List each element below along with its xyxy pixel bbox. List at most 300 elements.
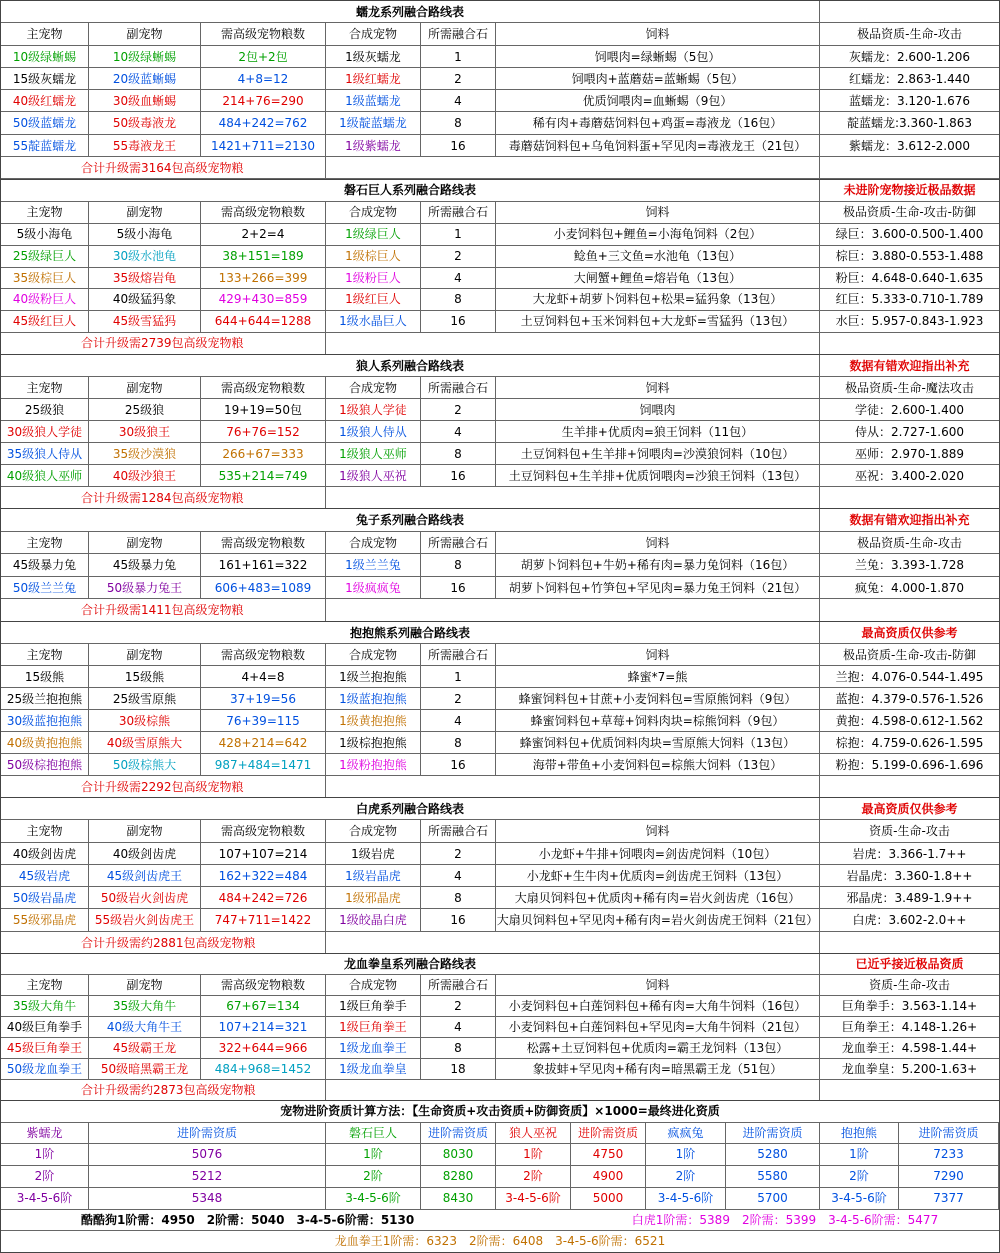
table-row [1, 843, 999, 865]
table-cell: 1级红巨人 [326, 289, 421, 311]
advancement-cell: 4750 [571, 1144, 646, 1166]
table-cell: 40级狼人巫师 [1, 465, 89, 487]
advancement-cell: 5700 [726, 1188, 820, 1210]
table-row [1, 577, 999, 600]
advancement-cell: 5348 [89, 1188, 326, 1210]
column-header: 饲料 [496, 644, 820, 666]
section-title-row [1, 355, 999, 377]
total-row [1, 599, 999, 622]
table-cell: 1级皎晶白虎 [326, 909, 421, 931]
table-cell: 黄抱：4.598-0.612-1.562 [820, 710, 999, 732]
advancement-row [1, 1144, 999, 1166]
table-cell: 1 [421, 224, 496, 246]
advancement-cell: 进阶需资质 [89, 1123, 326, 1145]
table-cell: 38+151=189 [201, 246, 326, 268]
table-cell: 1级灰蠕龙 [326, 46, 421, 68]
advancement-cell: 2阶 [1, 1166, 89, 1188]
table-cell: 214+76=290 [201, 90, 326, 112]
table-cell: 76+39=115 [201, 710, 326, 732]
table-cell: 蜂蜜饲料包+优质饲料肉块=雪原熊大饲料（13包） [496, 732, 820, 754]
column-header: 所需融合石 [421, 202, 496, 224]
total-text: 合计升级需约2881包高级宠物粮 [1, 932, 326, 954]
advancement-cell: 5580 [726, 1166, 820, 1188]
table-cell: 30级血蜥蜴 [89, 90, 201, 112]
table-cell: 40级大角牛王 [89, 1017, 201, 1038]
table-cell: 1级粉抱抱熊 [326, 754, 421, 776]
formula-row [1, 1101, 999, 1123]
table-cell: 1级岩晶虎 [326, 865, 421, 887]
section-note: 未进阶宠物接近极品数据 [820, 180, 999, 202]
table-cell: 1级棕抱抱熊 [326, 732, 421, 754]
column-header: 饲料 [496, 532, 820, 555]
advancement-cell: 4900 [571, 1166, 646, 1188]
section-title-row [1, 509, 999, 532]
section-note: 已近乎接近极品资质 [820, 954, 999, 975]
table-cell: 优质饲喂肉=血蜥蜴（9包） [496, 90, 820, 112]
table-cell: 37+19=56 [201, 688, 326, 710]
total-blank [326, 1080, 820, 1101]
table-cell: 胡萝卜饲料包+竹笋包+罕见肉=暴力兔王饲料（21包） [496, 577, 820, 600]
table-cell: 1级巨角拳手 [326, 996, 421, 1017]
table-cell: 40级沙狼王 [89, 465, 201, 487]
table-cell: 4+8=12 [201, 68, 326, 90]
table-cell: 35级沙漠狼 [89, 443, 201, 465]
advancement-cell: 2阶 [646, 1166, 726, 1188]
table-cell: 岩晶虎：3.360-1.8++ [820, 865, 999, 887]
advancement-cell: 紫蠕龙 [1, 1123, 89, 1145]
section-title-row [1, 1, 999, 23]
table-cell: 1421+711=2130 [201, 135, 326, 157]
column-header: 需高级宠物粮数 [201, 975, 326, 996]
table-cell: 4 [421, 268, 496, 290]
column-header: 所需融合石 [421, 820, 496, 842]
table-cell: 484+242=762 [201, 112, 326, 134]
table-cell: 2 [421, 996, 496, 1017]
section-0 [1, 1, 999, 179]
advancement-cell: 狼人巫祝 [496, 1123, 571, 1145]
advancement-cell: 进阶需资质 [899, 1123, 999, 1145]
table-cell: 稀有肉+毒蘑菇饲料包+鸡蛋=毒液龙（16包） [496, 112, 820, 134]
advancement-cell: 3-4-5-6阶 [820, 1188, 899, 1210]
table-cell: 大扇贝饲料包+优质肉+稀有肉=岩火剑齿虎（16包） [496, 887, 820, 909]
total-blank [326, 599, 820, 622]
table-cell: 55级邪晶虎 [1, 909, 89, 931]
advancement-cell: 进阶需资质 [726, 1123, 820, 1145]
table-cell: 小麦饲料包+白莲饲料包+罕见肉=大角牛饲料（21包） [496, 1017, 820, 1038]
table-cell: 35级棕巨人 [1, 268, 89, 290]
table-cell: 1级兰抱抱熊 [326, 666, 421, 688]
table-cell: 岩虎：3.366-1.7++ [820, 843, 999, 865]
table-cell: 50级暴力兔王 [89, 577, 201, 600]
table-cell: 67+67=134 [201, 996, 326, 1017]
table-row [1, 112, 999, 134]
table-cell: 50级暗黑霸王龙 [89, 1059, 201, 1080]
table-row [1, 732, 999, 754]
table-cell: 红蠕龙：2.863-1.440 [820, 68, 999, 90]
table-cell: 邪晶虎：3.489-1.9++ [820, 887, 999, 909]
table-cell: 428+214=642 [201, 732, 326, 754]
table-cell: 2 [421, 688, 496, 710]
advancement-cell: 1阶 [820, 1144, 899, 1166]
table-cell: 学徒：2.600-1.400 [820, 399, 999, 421]
table-cell: 1级粉巨人 [326, 268, 421, 290]
table-cell: 45级暴力兔 [1, 554, 89, 577]
table-row [1, 1017, 999, 1038]
column-header: 副宠物 [89, 532, 201, 555]
total-blank-right [820, 487, 999, 509]
table-cell: 322+644=966 [201, 1038, 326, 1059]
column-header: 主宠物 [1, 532, 89, 555]
advancement-cell: 3-4-5-6阶 [326, 1188, 421, 1210]
column-header-quality: 极品资质-生命-攻击-防御 [820, 202, 999, 224]
table-cell: 1级龙血拳王 [326, 1038, 421, 1059]
table-cell: 50级蓝蠕龙 [1, 112, 89, 134]
table-cell: 40级雪原熊大 [89, 732, 201, 754]
column-header: 副宠物 [89, 644, 201, 666]
advancement-cell: 5212 [89, 1166, 326, 1188]
table-row [1, 246, 999, 268]
table-cell: 巫祝：3.400-2.020 [820, 465, 999, 487]
white-tiger-text: 白虎1阶需：5389 2阶需：5399 3-4-5-6阶需：5477 [571, 1210, 999, 1232]
table-cell: 龙血拳王：4.598-1.44+ [820, 1038, 999, 1059]
table-cell: 40级红蠕龙 [1, 90, 89, 112]
total-blank-right [820, 599, 999, 622]
table-cell: 小龙虾+生牛肉+优质肉=剑齿虎王饲料（13包） [496, 865, 820, 887]
table-cell: 10级绿蜥蜴 [1, 46, 89, 68]
table-cell: 50级兰兰兔 [1, 577, 89, 600]
total-text: 合计升级需约2873包高级宠物粮 [1, 1080, 326, 1101]
table-cell: 蓝抱：4.379-0.576-1.526 [820, 688, 999, 710]
table-cell: 107+107=214 [201, 843, 326, 865]
table-cell: 大闸蟹+鲤鱼=熔岩龟（13包） [496, 268, 820, 290]
table-row [1, 68, 999, 90]
section-note [820, 1, 999, 23]
table-cell: 25级绿巨人 [1, 246, 89, 268]
table-cell: 8 [421, 443, 496, 465]
table-cell: 1级紫蠕龙 [326, 135, 421, 157]
table-cell: 1级疯疯兔 [326, 577, 421, 600]
section-title-row [1, 622, 999, 644]
column-header: 合成宠物 [326, 532, 421, 555]
formula-text: 宠物进阶资质计算方法：【生命资质+攻击资质+防御资质】×1000=最终进化资质 [1, 1101, 999, 1123]
table-cell: 绿巨：3.600-0.500-1.400 [820, 224, 999, 246]
table-cell: 1级狼人巫师 [326, 443, 421, 465]
advancement-cell: 疯疯兔 [646, 1123, 726, 1145]
advancement-cell: 进阶需资质 [571, 1123, 646, 1145]
column-header-quality: 极品资质-生命-攻击 [820, 532, 999, 555]
column-header: 副宠物 [89, 975, 201, 996]
section-4 [1, 621, 999, 798]
table-cell: 1级靛蓝蠕龙 [326, 112, 421, 134]
header-row [1, 532, 999, 555]
table-cell: 巨角拳王：4.148-1.26+ [820, 1017, 999, 1038]
total-text: 合计升级需2739包高级宠物粮 [1, 333, 326, 355]
column-header: 副宠物 [89, 23, 201, 45]
table-cell: 8 [421, 554, 496, 577]
advancement-cell: 2阶 [326, 1166, 421, 1188]
table-cell: 1级黄抱抱熊 [326, 710, 421, 732]
table-cell: 1级蓝抱抱熊 [326, 688, 421, 710]
table-row [1, 224, 999, 246]
total-blank-right [820, 776, 999, 798]
table-cell: 8 [421, 289, 496, 311]
column-header: 合成宠物 [326, 820, 421, 842]
advancement-row [1, 1123, 999, 1145]
section-note: 数据有错欢迎指出补充 [820, 355, 999, 377]
table-cell: 40级粉巨人 [1, 289, 89, 311]
table-cell: 4 [421, 1017, 496, 1038]
advancement-section [1, 1100, 999, 1253]
table-cell: 50级龙血拳王 [1, 1059, 89, 1080]
table-cell: 蜂蜜饲料包+甘蔗+小麦饲料包=雪原熊饲料（9包） [496, 688, 820, 710]
column-header: 需高级宠物粮数 [201, 532, 326, 555]
table-cell: 2 [421, 246, 496, 268]
table-cell: 40级猛犸象 [89, 289, 201, 311]
table-cell: 50级岩晶虎 [1, 887, 89, 909]
table-cell: 40级剑齿虎 [89, 843, 201, 865]
header-row [1, 975, 999, 996]
table-cell: 15级灰蠕龙 [1, 68, 89, 90]
table-cell: 1 [421, 46, 496, 68]
table-cell: 40级剑齿虎 [1, 843, 89, 865]
table-cell: 饲喂肉+蓝蘑菇=蓝蜥蜴（5包） [496, 68, 820, 90]
table-cell: 747+711=1422 [201, 909, 326, 931]
total-blank-right [820, 157, 999, 179]
table-cell: 16 [421, 577, 496, 600]
table-cell: 1级红蠕龙 [326, 68, 421, 90]
table-cell: 18 [421, 1059, 496, 1080]
table-cell: 16 [421, 135, 496, 157]
column-header: 饲料 [496, 975, 820, 996]
column-header: 饲料 [496, 377, 820, 399]
table-cell: 4+4=8 [201, 666, 326, 688]
table-cell: 生羊排+优质肉=狼王饲料（11包） [496, 421, 820, 443]
table-cell: 45级剑齿虎王 [89, 865, 201, 887]
extra-row [1, 1231, 999, 1253]
table-row [1, 90, 999, 112]
section-note: 最高资质仅供参考 [820, 798, 999, 820]
table-row [1, 909, 999, 931]
table-cell: 粉抱：5.199-0.696-1.696 [820, 754, 999, 776]
table-cell: 535+214=749 [201, 465, 326, 487]
table-cell: 8 [421, 1038, 496, 1059]
table-cell: 133+266=399 [201, 268, 326, 290]
table-cell: 小麦饲料包+鲤鱼=小海龟饲料（2包） [496, 224, 820, 246]
advancement-cell: 1阶 [1, 1144, 89, 1166]
table-cell: 35级狼人侍从 [1, 443, 89, 465]
column-header: 主宠物 [1, 23, 89, 45]
table-cell: 45级岩虎 [1, 865, 89, 887]
total-blank [326, 157, 820, 179]
table-cell: 45级暴力兔 [89, 554, 201, 577]
table-cell: 45级红巨人 [1, 311, 89, 333]
section-6 [1, 953, 999, 1101]
table-cell: 1 [421, 666, 496, 688]
table-cell: 35级大角牛 [1, 996, 89, 1017]
advancement-cell: 8430 [421, 1188, 496, 1210]
column-header-quality: 资质-生命-攻击 [820, 975, 999, 996]
table-row [1, 996, 999, 1017]
table-row [1, 666, 999, 688]
table-row [1, 1059, 999, 1080]
section-title: 蠕龙系列融合路线表 [1, 1, 820, 23]
table-cell: 1级棕巨人 [326, 246, 421, 268]
total-blank-right [820, 932, 999, 954]
table-cell: 25级狼 [89, 399, 201, 421]
table-cell: 粉巨：4.648-0.640-1.635 [820, 268, 999, 290]
table-cell: 1级绿巨人 [326, 224, 421, 246]
column-header: 主宠物 [1, 644, 89, 666]
table-cell: 15级熊 [89, 666, 201, 688]
column-header: 主宠物 [1, 202, 89, 224]
table-cell: 2+2=4 [201, 224, 326, 246]
total-blank-right [820, 1080, 999, 1101]
table-cell: 25级雪原熊 [89, 688, 201, 710]
column-header: 需高级宠物粮数 [201, 820, 326, 842]
table-cell: 小龙虾+牛排+饲喂肉=剑齿虎饲料（10包） [496, 843, 820, 865]
table-cell: 灰蠕龙：2.600-1.206 [820, 46, 999, 68]
table-cell: 55靛蓝蠕龙 [1, 135, 89, 157]
total-blank [326, 776, 820, 798]
table-cell: 45级巨角拳王 [1, 1038, 89, 1059]
header-row [1, 23, 999, 45]
header-row [1, 820, 999, 842]
table-row [1, 311, 999, 333]
table-cell: 50级棕熊大 [89, 754, 201, 776]
table-cell: 30级狼王 [89, 421, 201, 443]
column-header: 所需融合石 [421, 975, 496, 996]
section-title-row [1, 954, 999, 975]
column-header: 合成宠物 [326, 23, 421, 45]
column-header: 需高级宠物粮数 [201, 644, 326, 666]
column-header: 饲料 [496, 23, 820, 45]
section-title: 龙血拳皇系列融合路线表 [1, 954, 820, 975]
advancement-cell: 3-4-5-6阶 [496, 1188, 571, 1210]
table-cell: 土豆饲料包+玉米饲料包+大龙虾=雪猛犸（13包） [496, 311, 820, 333]
table-cell: 484+242=726 [201, 887, 326, 909]
section-title: 兔子系列融合路线表 [1, 509, 820, 532]
advancement-cell: 8280 [421, 1166, 496, 1188]
advancement-cell: 抱抱熊 [820, 1123, 899, 1145]
table-row [1, 421, 999, 443]
section-title-row [1, 180, 999, 202]
section-3 [1, 508, 999, 622]
table-cell: 兰抱：4.076-0.544-1.495 [820, 666, 999, 688]
table-cell: 4 [421, 865, 496, 887]
section-title: 抱抱熊系列融合路线表 [1, 622, 820, 644]
table-cell: 50级棕抱抱熊 [1, 754, 89, 776]
column-header: 合成宠物 [326, 975, 421, 996]
advancement-cell: 1阶 [646, 1144, 726, 1166]
section-title: 磐石巨人系列融合路线表 [1, 180, 820, 202]
table-cell: 76+76=152 [201, 421, 326, 443]
dragon-fist-text: 龙血拳王1阶需：6323 2阶需：6408 3-4-5-6阶需：6521 [334, 1234, 666, 1249]
advancement-cell: 3-4-5-6阶 [1, 1188, 89, 1210]
column-header-quality: 资质-生命-攻击 [820, 820, 999, 842]
table-cell: 巨角拳手：3.563-1.14+ [820, 996, 999, 1017]
column-header: 合成宠物 [326, 202, 421, 224]
table-cell: 1级兰兰兔 [326, 554, 421, 577]
total-row [1, 1080, 999, 1101]
table-cell: 644+644=1288 [201, 311, 326, 333]
table-cell: 2 [421, 399, 496, 421]
column-header: 所需融合石 [421, 377, 496, 399]
table-cell: 35级熔岩龟 [89, 268, 201, 290]
column-header: 需高级宠物粮数 [201, 23, 326, 45]
table-cell: 1级狼人侍从 [326, 421, 421, 443]
advancement-cell: 1阶 [496, 1144, 571, 1166]
table-cell: 484+968=1452 [201, 1059, 326, 1080]
table-row [1, 887, 999, 909]
column-header: 饲料 [496, 820, 820, 842]
table-cell: 16 [421, 754, 496, 776]
table-cell: 土豆饲料包+生羊排+优质饲喂肉=沙狼王饲料（13包） [496, 465, 820, 487]
section-2 [1, 354, 999, 509]
table-cell: 30级水池龟 [89, 246, 201, 268]
total-row [1, 776, 999, 798]
advancement-row [1, 1166, 999, 1188]
advancement-cell: 2阶 [820, 1166, 899, 1188]
table-cell: 16 [421, 909, 496, 931]
total-row [1, 333, 999, 355]
table-cell: 白虎：3.602-2.0++ [820, 909, 999, 931]
total-blank-right [820, 333, 999, 355]
column-header-quality: 极品资质-生命-攻击 [820, 23, 999, 45]
advancement-cell: 5076 [89, 1144, 326, 1166]
total-row [1, 157, 999, 179]
table-cell: 5级小海龟 [1, 224, 89, 246]
table-cell: 8 [421, 887, 496, 909]
table-row [1, 135, 999, 157]
table-cell: 987+484=1471 [201, 754, 326, 776]
table-cell: 4 [421, 421, 496, 443]
table-cell: 棕抱：4.759-0.626-1.595 [820, 732, 999, 754]
table-cell: 1级邪晶虎 [326, 887, 421, 909]
table-cell: 鲶鱼+三文鱼=水池龟（13包） [496, 246, 820, 268]
table-cell: 45级霸王龙 [89, 1038, 201, 1059]
total-text: 合计升级需1284包高级宠物粮 [1, 487, 326, 509]
table-cell: 松露+土豆饲料包+优质肉=霸王龙饲料（13包） [496, 1038, 820, 1059]
table-row [1, 1038, 999, 1059]
table-cell: 30级棕熊 [89, 710, 201, 732]
table-cell: 4 [421, 90, 496, 112]
table-cell: 饲喂肉=绿蜥蜴（5包） [496, 46, 820, 68]
header-row [1, 644, 999, 666]
column-header: 所需融合石 [421, 644, 496, 666]
section-title: 白虎系列融合路线表 [1, 798, 820, 820]
table-cell: 35级大角牛 [89, 996, 201, 1017]
column-header: 副宠物 [89, 377, 201, 399]
table-cell: 4 [421, 710, 496, 732]
table-cell: 海带+带鱼+小麦饲料包=棕熊大饲料（13包） [496, 754, 820, 776]
section-1 [1, 179, 999, 355]
table-cell: 水巨：5.957-0.843-1.923 [820, 311, 999, 333]
table-cell: 2包+2包 [201, 46, 326, 68]
table-cell: 大龙虾+胡萝卜饲料包+松果=猛犸象（13包） [496, 289, 820, 311]
advancement-cell: 1阶 [326, 1144, 421, 1166]
table-cell: 1级龙血拳皇 [326, 1059, 421, 1080]
table-row [1, 754, 999, 776]
table-cell: 30级狼人学徒 [1, 421, 89, 443]
table-cell: 蜂蜜饲料包+草莓+饲料肉块=棕熊饲料（9包） [496, 710, 820, 732]
table-cell: 2 [421, 843, 496, 865]
table-cell: 5级小海龟 [89, 224, 201, 246]
advancement-cell: 5000 [571, 1188, 646, 1210]
advancement-cell: 7290 [899, 1166, 999, 1188]
table-row [1, 443, 999, 465]
table-cell: 50级毒液龙 [89, 112, 201, 134]
header-row [1, 202, 999, 224]
